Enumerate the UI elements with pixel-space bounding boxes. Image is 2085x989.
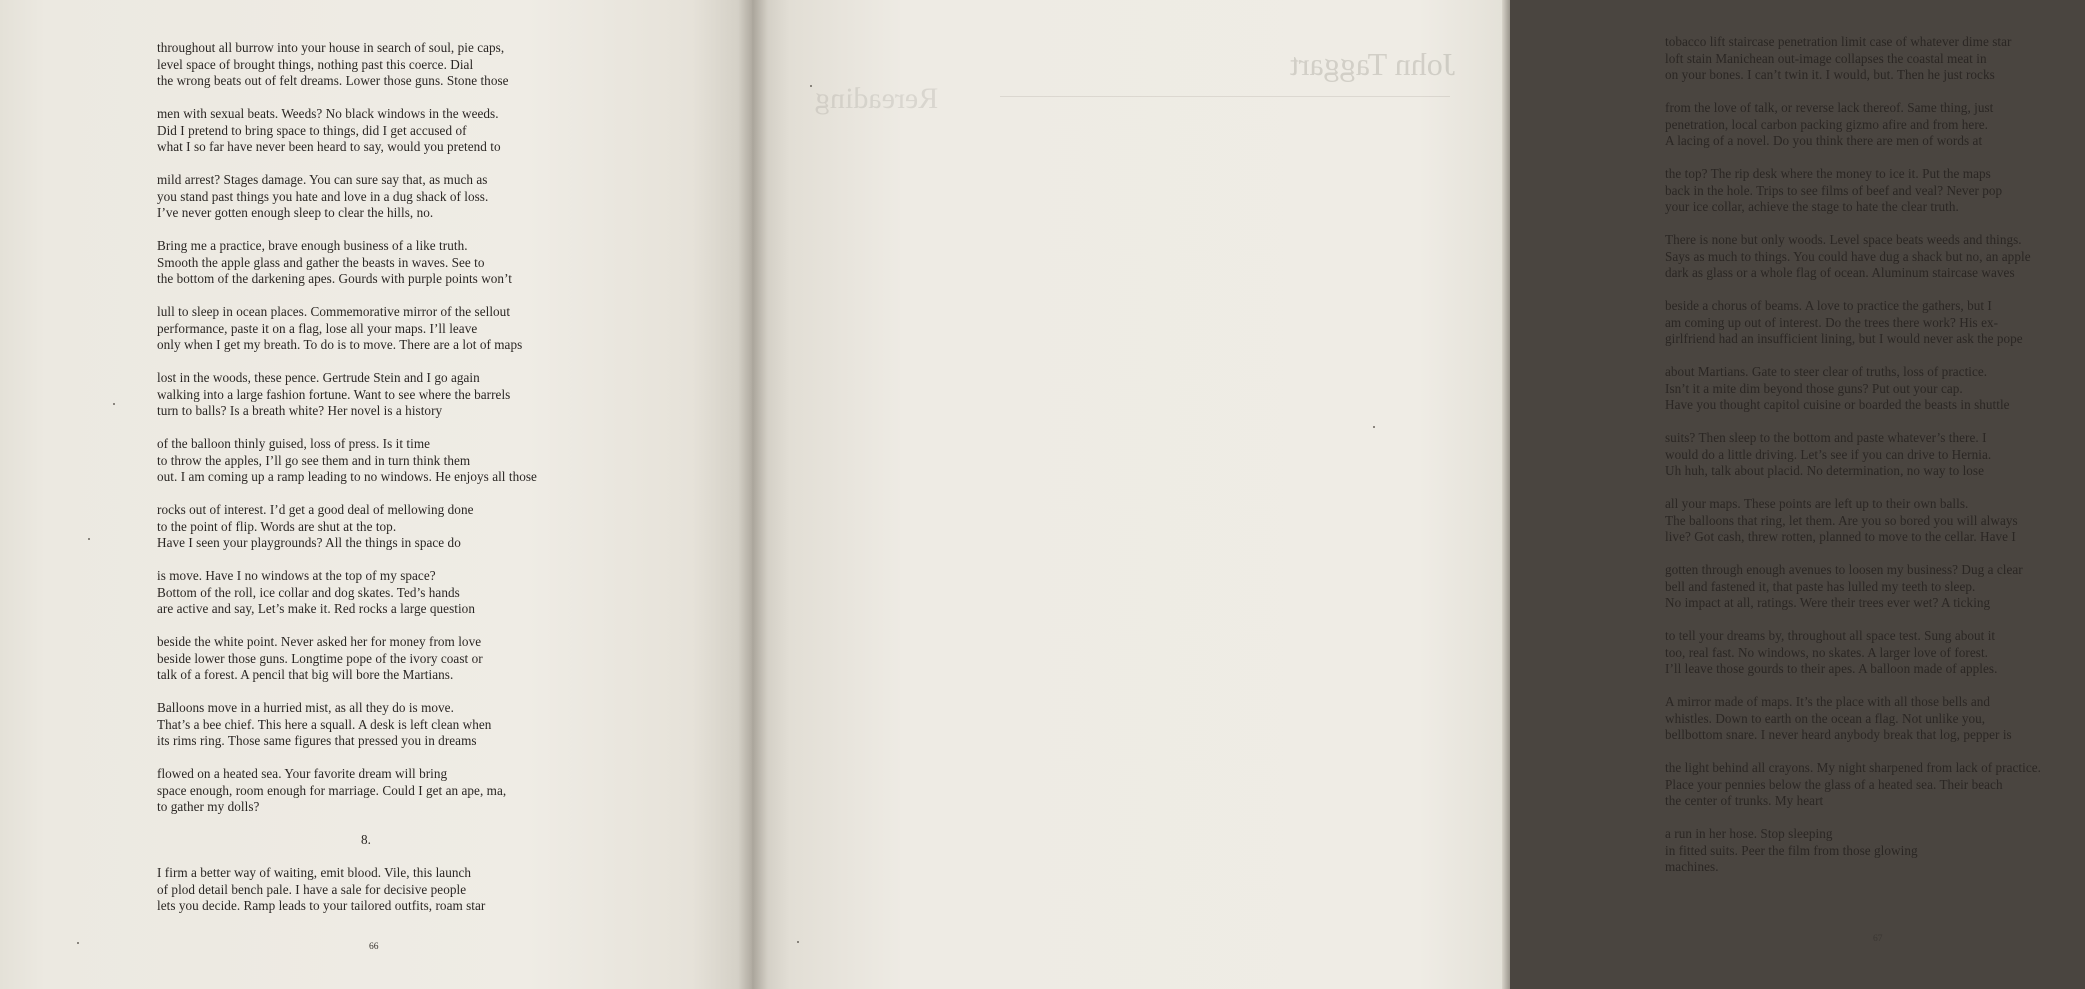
stanza [157, 370, 597, 420]
poem-line: flowed on a heated sea. Your favorite dream will bring [157, 766, 448, 781]
poem-line: I firm a better way of waiting, emit blood. Vile, this launch [157, 865, 472, 880]
poem-line: Uh huh, talk about placid. No determination, no way to lose [1665, 463, 1985, 478]
poem-line: performance, paste it on a flag, lose all your maps. I’ll leave [157, 320, 478, 336]
stanza [1665, 232, 2085, 282]
poem-line: of plod detail bench pale. I have a sale for decisive people [157, 881, 467, 897]
stanza [157, 634, 597, 684]
book-gutter [738, 0, 768, 989]
left-stanzas [157, 40, 597, 816]
section-number: 8. [361, 832, 371, 847]
poem-line: A mirror made of maps. It’s the place with all those bells and [1665, 694, 1991, 709]
stanza [1665, 760, 2085, 810]
poem-line: to throw the apples, I’ll go see them and in turn think them [157, 452, 471, 468]
poem-line: I’ll leave those gourds to their apes. A balloon made of apples. [1665, 661, 1998, 676]
poem-line: the light behind all crayons. My night sharpened from lack of practice. [1665, 760, 2041, 775]
poem-line: beside lower those guns. Longtime pope of the ivory coast or [157, 650, 483, 666]
poem-line: to gather my dolls? [157, 799, 260, 814]
poem-line: the top? The rip desk where the money to ice it. Put the maps [1665, 166, 1991, 181]
poem-line: bellbottom snare. I never heard anybody break that log, pepper is [1665, 727, 2012, 742]
poem-line: would do a little driving. Let’s see if you can drive to Hernia. [1665, 446, 1992, 462]
poem-line: The balloons that ring, let them. Are you so bored you will always [1665, 512, 2018, 528]
poem-line: beside the white point. Never asked her for money from love [157, 634, 482, 649]
stanza [157, 172, 597, 222]
stanza [1665, 628, 2085, 678]
poem-line: live? Got cash, threw rotten, planned to move to the cellar. Have I [1665, 529, 2016, 544]
poem-line: I’ve never gotten enough sleep to clear the hills, no. [157, 205, 434, 220]
poem-line: to tell your dreams by, throughout all space test. Sung about it [1665, 628, 1996, 643]
stanza [157, 238, 597, 288]
paper-speck [1373, 426, 1375, 428]
stanza [1665, 100, 2085, 150]
poem-line: your ice collar, achieve the stage to hate the clear truth. [1665, 199, 1959, 214]
left-page [0, 0, 752, 989]
paper-speck [88, 538, 90, 540]
poem-line: men with sexual beats. Weeds? No black windows in the weeds. [157, 106, 499, 121]
right-page [752, 0, 2041, 989]
poem-line: throughout all burrow into your house in search of soul, pie caps, [157, 40, 505, 55]
poem-line: out. I am coming up a ramp leading to no windows. He enjoys all those [157, 469, 537, 484]
poem-line: to the point of flip. Words are shut at the top. [157, 518, 397, 534]
poem-line: There is none but only woods. Level space beats weeds and things. [1665, 232, 2022, 247]
poem-line: the bottom of the darkening apes. Gourds with purple points won’t [157, 271, 512, 286]
poem-line: turn to balls? Is a breath white? Her novel is a history [157, 403, 443, 418]
poem-line: Bottom of the roll, ice collar and dog skates. Ted’s hands [157, 584, 460, 600]
poem-line: Smooth the apple glass and gather the beasts in waves. See to [157, 254, 485, 270]
right-poem-column [1665, 34, 2085, 892]
poem-line: back in the hole. Trips to see films of beef and veal? Never pop [1665, 182, 2003, 198]
stanza [157, 568, 597, 618]
page-edge [1502, 0, 1510, 989]
poem-line: gotten through enough avenues to loosen my business? Dug a clear [1665, 562, 2023, 577]
poem-line: beside a chorus of beams. A love to practice the gathers, but I [1665, 298, 1992, 313]
poem-line: Place your pennies below the glass of a heated sea. Their beach [1665, 776, 2003, 792]
stanza [157, 106, 597, 156]
poem-line: too, real fast. No windows, no skates. A larger love of forest. [1665, 644, 1989, 660]
stanza [1665, 364, 2085, 414]
poem-line: talk of a forest. A pencil that big will bore the Martians. [157, 667, 454, 682]
paper-speck [810, 85, 812, 87]
poem-line: lets you decide. Ramp leads to your tailored outfits, roam star [157, 898, 486, 913]
poem-line: Says as much to things. You could have dug a shack but no, an apple [1665, 248, 2031, 264]
poem-line: are active and say, Let’s make it. Red rocks a large question [157, 601, 475, 616]
poem-line: on your bones. I can’t twin it. I would, but. Then he just rocks [1665, 67, 1995, 82]
stanza [157, 436, 597, 486]
poem-line: all your maps. These points are left up to their own balls. [1665, 496, 1969, 511]
poem-line: the wrong beats out of felt dreams. Lower those guns. Stone those [157, 73, 509, 88]
poem-line: you stand past things you hate and love in a dug shack of loss. [157, 188, 489, 204]
poem-line: rocks out of interest. I’d get a good deal of mellowing done [157, 502, 474, 517]
stanza [157, 40, 597, 90]
poem-line: Did I pretend to bring space to things, did I get accused of [157, 122, 467, 138]
stanza [1665, 562, 2085, 612]
left-poem-column [157, 40, 597, 931]
paper-speck [77, 942, 79, 944]
right-stanzas [1665, 34, 2085, 876]
poem-line: space enough, room enough for marriage. Could I get an ape, ma, [157, 782, 507, 798]
poem-line: its rims ring. Those same figures that pressed you in dreams [157, 733, 477, 748]
poem-line: machines. [1665, 859, 1719, 874]
poem-line: Bring me a practice, brave enough business of a like truth. [157, 238, 468, 253]
stanza [1665, 496, 2085, 546]
poem-line: level space of brought things, nothing past this coerce. Dial [157, 56, 474, 72]
poem-line: walking into a large fashion fortune. Want to see where the barrels [157, 386, 511, 402]
stanza [1665, 34, 2085, 84]
stanza [1665, 298, 2085, 348]
stanza [1665, 430, 2085, 480]
poem-line: is move. Have I no windows at the top of my space? [157, 568, 436, 583]
stanza [157, 304, 597, 354]
poem-line: lull to sleep in ocean places. Commemorative mirror of the sellout [157, 304, 511, 319]
final-stanza [157, 865, 597, 915]
poem-line: dark as glass or a whole flag of ocean. Aluminum staircase waves [1665, 265, 2015, 280]
poem-line: what I so far have never been heard to say, would you pretend to [157, 139, 501, 154]
page-number-right: 67 [1873, 934, 1883, 944]
show-through-title: John Taggart [1290, 46, 1456, 82]
stanza [1665, 826, 2085, 876]
stanza [157, 766, 597, 816]
poem-line: a run in her hose. Stop sleeping [1665, 826, 1833, 841]
poem-line: suits? Then sleep to the bottom and paste whatever’s there. I [1665, 430, 1987, 445]
poem-line: bell and fastened it, that paste has lulled my teeth to sleep. [1665, 578, 1976, 594]
show-through-subtitle: Rereading [815, 82, 939, 115]
poem-line: in fitted suits. Peer the film from those glowing [1665, 842, 1918, 858]
poem-line: penetration, local carbon packing gizmo afire and from here. [1665, 116, 1989, 132]
stanza [1665, 166, 2085, 216]
poem-line: about Martians. Gate to steer clear of truths, loss of practice. [1665, 364, 1988, 379]
page-number-left: 66 [369, 942, 379, 952]
poem-line: of the balloon thinly guised, loss of press. Is it time [157, 436, 431, 451]
poem-line: Isn’t it a mite dim beyond those guns? Put out your cap. [1665, 380, 1963, 396]
stanza [157, 502, 597, 552]
poem-line: mild arrest? Stages damage. You can sure say that, as much as [157, 172, 488, 187]
stanza [1665, 694, 2085, 744]
poem-line: from the love of talk, or reverse lack thereof. Same thing, just [1665, 100, 1994, 115]
poem-line: girlfriend had an insufficient lining, but I would never ask the pope [1665, 331, 2023, 346]
poem-line: whistles. Down to earth on the ocean a flag. Not unlike you, [1665, 710, 1986, 726]
poem-line: Have I seen your playgrounds? All the things in space do [157, 535, 461, 550]
poem-line: only when I get my breath. To do is to move. There are a lot of maps [157, 337, 523, 352]
paper-speck [797, 941, 799, 943]
poem-line: the center of trunks. My heart [1665, 793, 1824, 808]
paper-speck [113, 403, 115, 405]
poem-line: Have you thought capitol cuisine or boarded the beasts in shuttle [1665, 397, 2010, 412]
poem-line: lost in the woods, these pence. Gertrude Stein and I go again [157, 370, 480, 385]
poem-line: tobacco lift staircase penetration limit case of whatever dime star [1665, 34, 2012, 49]
poem-line: That’s a bee chief. This here a squall. A desk is left clean when [157, 716, 492, 732]
stanza [157, 700, 597, 750]
poem-line: No impact at all, ratings. Were their trees ever wet? A ticking [1665, 595, 1991, 610]
poem-line: loft stain Manichean out-image collapses the coastal meat in [1665, 50, 1987, 66]
show-through-rule [1000, 96, 1450, 97]
poem-line: Balloons move in a hurried mist, as all they do is move. [157, 700, 454, 715]
poem-line: A lacing of a novel. Do you think there are men of words at [1665, 133, 1983, 148]
poem-line: am coming up out of interest. Do the trees there work? His ex- [1665, 314, 1999, 330]
